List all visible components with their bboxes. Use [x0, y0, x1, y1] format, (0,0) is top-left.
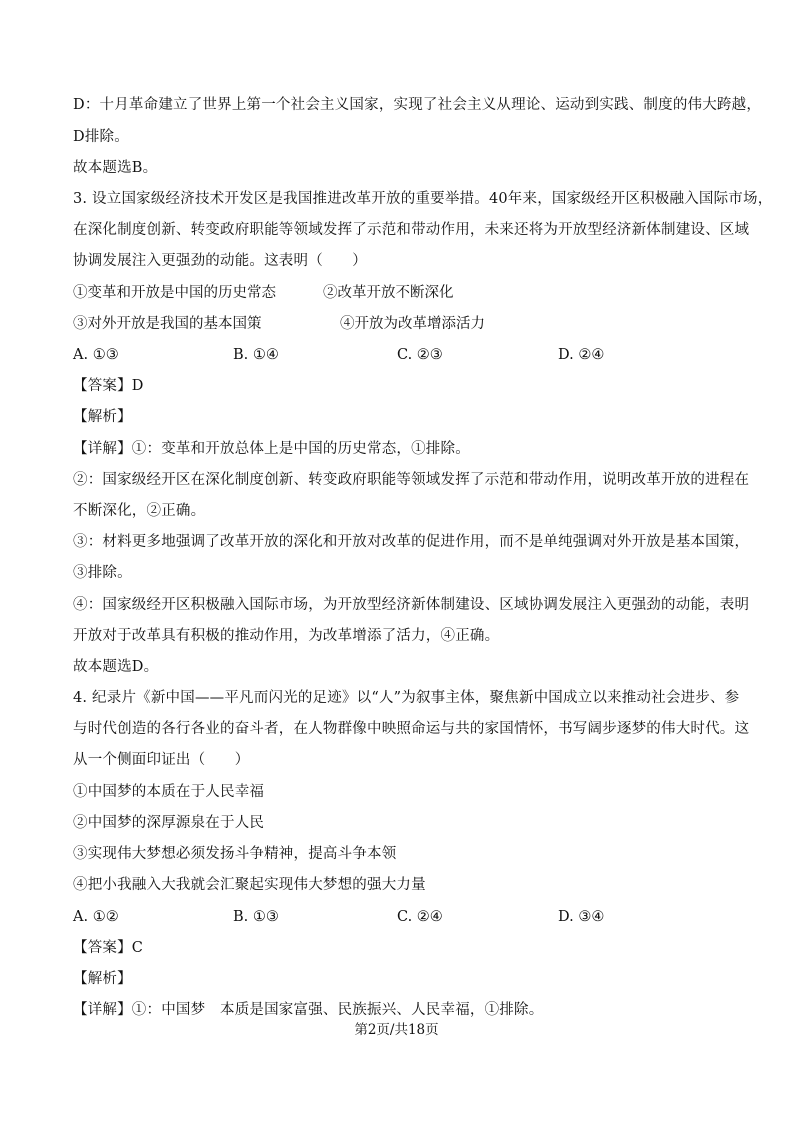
text-line: D：十月革命建立了世界上第一个社会主义国家，实现了社会主义从理论、运动到实践、制度的伟大跨越，	[73, 97, 762, 113]
page-number: 第2页/共18页	[354, 1022, 439, 1038]
question-3-stem: 协调发展注入更强劲的动能。这表明（ ）	[73, 253, 367, 269]
statement-1: ①变革和开放是中国的历史常态	[73, 285, 276, 301]
analysis-label: 【解析】	[73, 409, 132, 425]
option-a: A. ①③	[73, 347, 119, 363]
option-b: B. ①③	[233, 909, 279, 925]
option-c: C. ②④	[397, 909, 443, 925]
option-d: D. ③④	[558, 909, 605, 925]
statement-3: ③对外开放是我国的基本国策	[73, 316, 262, 332]
text-line: D排除。	[73, 129, 129, 145]
question-4-stem: 4. 纪录片《新中国——平凡而闪光的足迹》以“人”为叙事主体，聚焦新中国成立以来推动社会进步、参	[73, 690, 740, 706]
question-4-stem: 与时代创造的各行各业的奋斗者，在人物群像中映照命运与共的家国情怀，书写阔步逐梦的伟大时代。这	[73, 721, 750, 737]
text-line: 【详解】①：中国梦 本质是国家富强、民族振兴、人民幸福，①排除。	[73, 1002, 544, 1018]
question-3-stem: 在深化制度创新、转变政府职能等领域发挥了示范和带动作用，未来还将为开放型经济新体制建设、区域	[73, 222, 750, 238]
statement-3: ③实现伟大梦想必须发扬斗争精神，提高斗争本领	[73, 846, 397, 862]
option-b: B. ①④	[233, 347, 279, 363]
analysis-label: 【解析】	[73, 971, 132, 987]
answer-label: 【答案】C	[73, 940, 144, 956]
text-line: 不断深化，②正确。	[73, 503, 206, 519]
option-d: D. ②④	[558, 347, 605, 363]
text-line: ③：材料更多地强调了改革开放的深化和开放对改革的促进作用，而不是单纯强调对外开放是基本国策，	[73, 534, 750, 550]
statement-4: ④开放为改革增添活力	[340, 316, 485, 332]
option-a: A. ①②	[73, 909, 119, 925]
text-line: ②：国家级经开区在深化制度创新、转变政府职能等领域发挥了示范和带动作用，说明改革开放的进程在	[73, 472, 750, 488]
statement-2: ②中国梦的深厚源泉在于人民	[73, 815, 265, 831]
statement-1: ①中国梦的本质在于人民幸福	[73, 784, 265, 800]
text-line: 【详解】①：变革和开放总体上是中国的历史常态，①排除。	[73, 441, 470, 457]
statement-2: ②改革开放不断深化	[323, 285, 454, 301]
option-c: C. ②③	[397, 347, 443, 363]
text-line: ④：国家级经开区积极融入国际市场，为开放型经济新体制建设、区域协调发展注入更强劲的动能，表明	[73, 597, 750, 613]
text-line: 故本题选D。	[73, 659, 159, 675]
question-3-stem: 3. 设立国家级经济技术开发区是我国推进改革开放的重要举措。40年来，国家级经开区积极融入国际市场，	[73, 191, 773, 207]
answer-label: 【答案】D	[73, 378, 144, 394]
statement-4: ④把小我融入大我就会汇聚起实现伟大梦想的强大力量	[73, 877, 426, 893]
text-line: 开放对于改革具有积极的推动作用，为改革增添了活力，④正确。	[73, 628, 500, 644]
question-4-stem: 从一个侧面印证出（ ）	[73, 752, 250, 768]
text-line: 故本题选B。	[73, 160, 158, 176]
text-line: ③排除。	[73, 565, 132, 581]
